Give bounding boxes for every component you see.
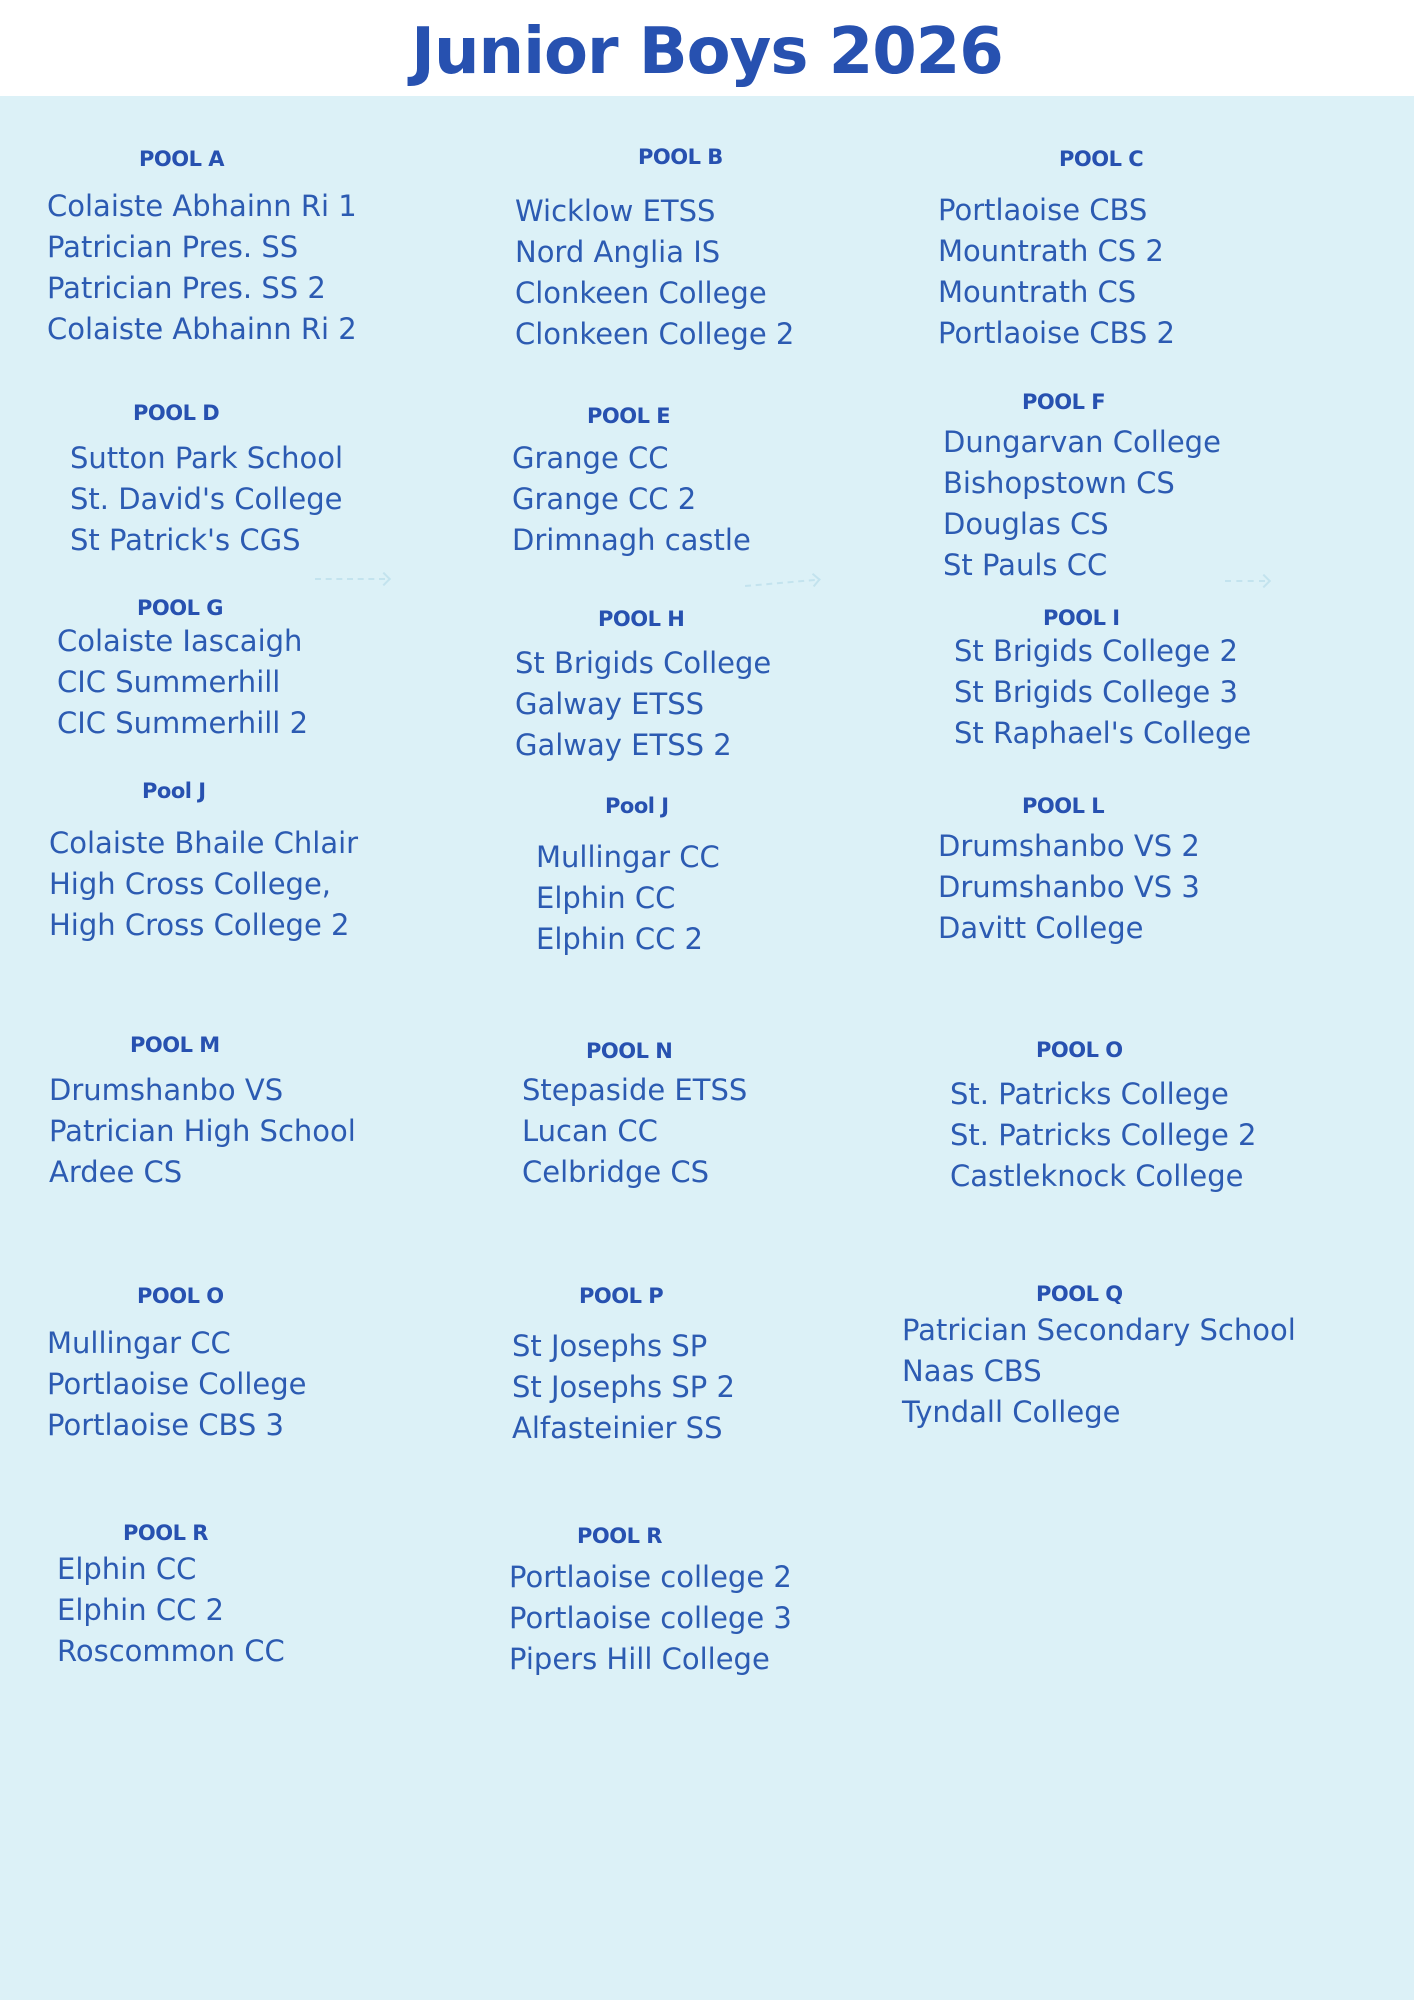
team-name: St Pauls CC: [943, 548, 1108, 582]
team-name: Colaiste Iascaigh: [57, 624, 303, 658]
team-list: [47, 186, 357, 350]
team-name: Naas CBS: [902, 1354, 1042, 1388]
pool-title: POOL G: [137, 596, 224, 620]
team-name: High Cross College 2: [49, 908, 350, 942]
team-list: [512, 438, 751, 561]
team-name: Elphin CC: [57, 1552, 197, 1586]
arrow-icon: [745, 579, 815, 589]
team-name: Patrician High School: [49, 1114, 356, 1148]
team-name: Portlaoise CBS: [938, 193, 1148, 227]
page-title: Junior Boys 2026: [411, 15, 1003, 89]
team-name: Patrician Pres. SS: [47, 230, 299, 264]
team-name: Galway ETSS: [515, 687, 705, 721]
pool-card: [57, 1520, 285, 1672]
team-name: Patrician Pres. SS 2: [47, 271, 326, 305]
team-list: [57, 621, 308, 744]
team-name: Pipers Hill College: [509, 1642, 770, 1676]
team-name: Galway ETSS 2: [515, 728, 732, 762]
pool-card: [512, 403, 751, 561]
team-name: Grange CC: [512, 441, 669, 475]
team-name: Portlaoise college 3: [509, 1601, 792, 1635]
pool-card: [47, 146, 357, 350]
team-name: High Cross College,: [49, 867, 331, 901]
team-name: Drimnagh castle: [512, 523, 751, 557]
team-name: Colaiste Abhainn Ri 2: [47, 312, 357, 346]
team-name: Mountrath CS: [938, 275, 1137, 309]
team-name: St. Patricks College 2: [950, 1118, 1257, 1152]
arrow-icon: [1225, 580, 1265, 584]
team-name: Patrician Secondary School: [902, 1313, 1296, 1347]
team-name: CIC Summerhill 2: [57, 706, 309, 740]
pool-card: [509, 1523, 792, 1680]
pool-card: [49, 1032, 356, 1193]
team-name: Lucan CC: [522, 1114, 658, 1148]
pool-title: POOL M: [130, 1033, 220, 1057]
team-name: St Josephs SP 2: [512, 1370, 735, 1404]
team-name: Sutton Park School: [70, 441, 344, 475]
pool-title: POOL F: [1022, 390, 1106, 414]
pool-title: POOL O: [1036, 1038, 1123, 1062]
team-list: [49, 1070, 356, 1193]
team-list: [522, 1070, 747, 1193]
pool-card: [70, 400, 343, 561]
team-name: Mullingar CC: [47, 1326, 231, 1360]
team-list: [954, 631, 1251, 754]
team-list: [512, 1326, 735, 1449]
team-name: St Brigids College 3: [954, 675, 1238, 709]
pool-card: [512, 1283, 735, 1449]
team-name: Mountrath CS 2: [938, 234, 1164, 268]
team-name: Douglas CS: [943, 507, 1109, 541]
pool-card: [49, 778, 358, 946]
team-name: Elphin CC 2: [536, 922, 703, 956]
team-list: [515, 191, 794, 355]
pool-title: POOL H: [598, 607, 685, 631]
pool-title: POOL E: [587, 404, 671, 428]
team-name: Mullingar CC: [536, 840, 720, 874]
team-name: Alfasteinier SS: [512, 1411, 723, 1445]
team-name: St Brigids College 2: [954, 634, 1238, 668]
team-name: Celbridge CS: [522, 1155, 710, 1189]
team-name: Elphin CC: [536, 881, 676, 915]
team-name: Ardee CS: [49, 1155, 183, 1189]
team-name: St Patrick's CGS: [70, 523, 301, 557]
team-name: Roscommon CC: [57, 1634, 285, 1668]
pool-title: POOL A: [139, 147, 225, 171]
pool-title: POOL N: [586, 1039, 673, 1063]
pool-card: [902, 1281, 1296, 1433]
team-list: [515, 643, 771, 766]
pool-title: Pool J: [142, 779, 206, 803]
team-name: Colaiste Bhaile Chlair: [49, 826, 359, 860]
team-name: Tyndall College: [902, 1395, 1121, 1429]
pool-card: [954, 605, 1251, 754]
team-list: [49, 823, 358, 946]
team-name: Clonkeen College 2: [515, 317, 795, 351]
pool-title: POOL D: [133, 401, 220, 425]
team-name: Nord Anglia IS: [515, 235, 721, 269]
pool-card: [938, 146, 1175, 354]
team-name: Drumshanbo VS 2: [938, 829, 1200, 863]
team-name: Portlaoise college 2: [509, 1560, 792, 1594]
team-name: Drumshanbo VS 3: [938, 870, 1200, 904]
team-name: St. Patricks College: [950, 1077, 1229, 1111]
team-name: CIC Summerhill: [57, 665, 281, 699]
team-name: Colaiste Abhainn Ri 1: [47, 189, 357, 223]
pool-card: [515, 144, 794, 355]
team-list: [902, 1310, 1296, 1433]
pool-card: [943, 389, 1221, 586]
header: [0, 0, 1414, 96]
pool-title: POOL R: [123, 1521, 208, 1545]
pool-title: POOL O: [137, 1284, 224, 1308]
team-name: Grange CC 2: [512, 482, 697, 516]
team-list: [47, 1323, 307, 1446]
team-name: Dungarvan College: [943, 425, 1221, 459]
team-name: Elphin CC 2: [57, 1593, 224, 1627]
team-name: Portlaoise CBS 2: [938, 316, 1175, 350]
pool-card: [57, 595, 308, 744]
pool-card: [47, 1283, 307, 1446]
team-list: [938, 826, 1200, 949]
pool-card: [536, 793, 720, 960]
pool-title: POOL L: [1022, 794, 1105, 818]
team-name: St. David's College: [70, 482, 343, 516]
team-list: [943, 422, 1221, 586]
team-list: [70, 438, 343, 561]
team-name: Stepaside ETSS: [522, 1073, 748, 1107]
arrow-icon: [315, 578, 385, 582]
pool-title: POOL B: [638, 145, 723, 169]
team-list: [950, 1074, 1256, 1197]
team-name: Davitt College: [938, 911, 1144, 945]
pool-title: POOL I: [1043, 606, 1120, 630]
pool-title: POOL R: [577, 1524, 662, 1548]
pool-card: [522, 1038, 747, 1193]
team-list: [938, 190, 1175, 354]
team-name: Wicklow ETSS: [515, 194, 716, 228]
team-name: Drumshanbo VS: [49, 1073, 284, 1107]
pool-card: [515, 606, 771, 766]
pool-title: POOL Q: [1036, 1282, 1123, 1306]
team-list: [57, 1549, 285, 1672]
team-name: Clonkeen College: [515, 276, 767, 310]
pool-card: [938, 793, 1200, 949]
pool-title: POOL P: [579, 1284, 664, 1308]
team-list: [536, 837, 720, 960]
team-name: Portlaoise College: [47, 1367, 307, 1401]
team-name: St Brigids College: [515, 646, 772, 680]
team-name: Castleknock College: [950, 1159, 1244, 1193]
pool-card: [950, 1037, 1256, 1197]
team-name: St Raphael's College: [954, 716, 1252, 750]
pool-title: POOL C: [1059, 147, 1144, 171]
team-name: Portlaoise CBS 3: [47, 1408, 284, 1442]
team-name: Bishopstown CS: [943, 466, 1175, 500]
team-list: [509, 1557, 792, 1680]
team-name: St Josephs SP: [512, 1329, 708, 1363]
pool-title: Pool J: [605, 794, 669, 818]
